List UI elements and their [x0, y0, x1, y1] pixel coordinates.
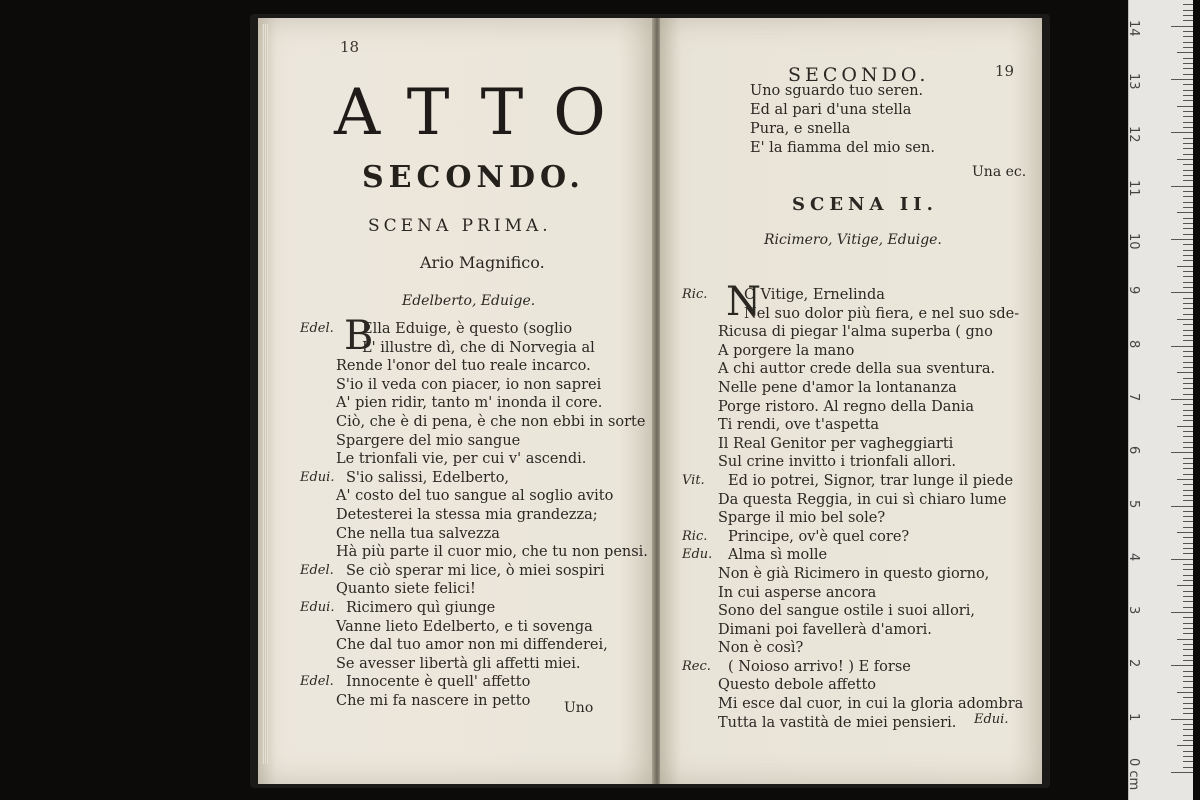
- ruler-tick: [1177, 426, 1193, 427]
- ruler-tick: [1171, 506, 1193, 507]
- line-text: A' pien ridir, tanto m' inonda il core.: [336, 395, 603, 412]
- ruler-tick: [1183, 287, 1193, 288]
- ruler-tick: [1183, 644, 1193, 645]
- ruler-tick: [1183, 660, 1193, 661]
- ruler-tick: [1183, 708, 1193, 709]
- line-text: S'io il veda con piacer, io non saprei: [336, 376, 602, 393]
- line-text: Spargere del mio sangue: [336, 432, 521, 449]
- speaker-label: Ric.: [682, 528, 708, 544]
- ruler-tick: [1183, 420, 1193, 421]
- ruler-tick: [1183, 703, 1193, 704]
- dialogue-line: [682, 472, 1038, 491]
- dialogue-line: [688, 509, 1038, 528]
- ruler-tick: [1183, 340, 1193, 341]
- ruler-tick: [1183, 521, 1193, 522]
- ruler-tick: [1183, 655, 1193, 656]
- dialogue-line: [306, 692, 656, 711]
- ruler-tick: [1183, 713, 1193, 714]
- verse-block: [750, 82, 935, 158]
- ruler-number: 7: [1126, 392, 1141, 402]
- line-text: In cui asperse ancora: [718, 584, 877, 601]
- ruler-tick: [1171, 132, 1193, 133]
- ruler-tick: [1171, 719, 1193, 720]
- dialogue-line: [688, 416, 1038, 435]
- drop-cap: N: [726, 279, 761, 325]
- ruler-tick: [1183, 191, 1193, 192]
- dialogue-line: [682, 528, 1038, 547]
- ruler-tick: [1171, 612, 1193, 613]
- line-text: Vanne lieto Edelberto, e ti sovenga: [336, 618, 593, 635]
- line-text: Tutta la vastità de miei pensieri.: [718, 714, 957, 731]
- dialogue-line: [688, 342, 1038, 361]
- measurement-ruler: [1128, 0, 1193, 800]
- verse-line: Uno sguardo tuo seren.: [750, 83, 924, 99]
- ruler-tick: [1183, 676, 1193, 677]
- ruler-tick: [1183, 474, 1193, 475]
- line-text: Mi esce dal cuor, in cui la gloria adombra: [718, 696, 1024, 713]
- ruler-tick: [1183, 367, 1193, 368]
- ruler-tick: [1183, 271, 1193, 272]
- ruler-tick: [1183, 143, 1193, 144]
- ruler-tick: [1183, 276, 1193, 277]
- ruler-tick: [1183, 687, 1193, 688]
- ruler-tick: [1183, 735, 1193, 736]
- line-text: Che nella tua salvezza: [336, 525, 500, 542]
- ruler-tick: [1183, 116, 1193, 117]
- ruler-tick: [1183, 569, 1193, 570]
- ruler-number: 8: [1126, 339, 1141, 348]
- ruler-tick: [1183, 170, 1193, 171]
- ruler-tick: [1183, 250, 1193, 251]
- dialogue-line: [688, 491, 1038, 510]
- ruler-tick: [1171, 292, 1193, 293]
- ruler-tick: [1183, 138, 1193, 139]
- line-text: Porge ristoro. Al regno della Dania: [718, 398, 974, 415]
- dialogue-line: [306, 394, 656, 413]
- ruler-tick: [1183, 244, 1193, 245]
- ruler-tick: [1171, 346, 1193, 347]
- dialogue-line: [688, 323, 1038, 342]
- line-text: Innocente è quell' affetto: [346, 674, 531, 691]
- ruler-tick: [1183, 378, 1193, 379]
- dialogue-line: [688, 584, 1038, 603]
- line-text: Detesterei la stessa mia grandezza;: [336, 506, 598, 523]
- speaker-label: Edu.: [682, 547, 713, 563]
- dialogue-line: [688, 360, 1038, 379]
- line-text: Ricimero quì giunge: [346, 599, 496, 616]
- dialogue-line: [688, 379, 1038, 398]
- verse-line: E' la fiamma del mio sen.: [750, 140, 935, 156]
- ruler-tick: [1183, 362, 1193, 363]
- ruler-tick: [1183, 95, 1193, 96]
- ruler-tick: [1183, 154, 1193, 155]
- ruler-tick: [1177, 479, 1193, 480]
- ruler-tick: [1183, 228, 1193, 229]
- catchword: Edui.: [974, 712, 1009, 727]
- ruler-tick: [1183, 607, 1193, 608]
- ruler-tick: [1177, 372, 1193, 373]
- line-text: Sparge il mio bel sole?: [718, 510, 886, 527]
- ruler-tick: [1177, 532, 1193, 533]
- dialogue-line: [300, 599, 656, 618]
- ruler-tick: [1183, 356, 1193, 357]
- ruler-tick: [1183, 308, 1193, 309]
- ruler-tick: [1183, 724, 1193, 725]
- ruler-tick: [1183, 553, 1193, 554]
- ruler-tick: [1183, 543, 1193, 544]
- verse-line: Ed al pari d'una stella: [750, 102, 912, 118]
- ruler-tick: [1183, 751, 1193, 752]
- line-text: Ricusa di piegar l'alma superba ( gno: [718, 324, 993, 341]
- ruler-tick: [1183, 298, 1193, 299]
- ruler-tick: [1171, 79, 1193, 80]
- ruler-tick: [1183, 394, 1193, 395]
- character-line: Ario Magnifico.: [420, 253, 545, 272]
- catchword: Uno: [564, 700, 594, 716]
- ruler-tick: [1183, 122, 1193, 123]
- line-text: Le trionfali vie, per cui v' ascendi.: [336, 451, 587, 468]
- line-text: Principe, ov'è quel core?: [728, 528, 910, 545]
- ruler-tick: [1183, 164, 1193, 165]
- ruler-tick: [1183, 463, 1193, 464]
- ruler-tick: [1183, 671, 1193, 672]
- ruler-tick: [1183, 218, 1193, 219]
- ruler-tick: [1183, 234, 1193, 235]
- ruler-number: 11: [1126, 179, 1141, 197]
- ruler-tick: [1183, 490, 1193, 491]
- dialogue-line: [688, 621, 1038, 640]
- line-text: O Vitige, Ernelinda: [744, 287, 885, 303]
- ruler-tick: [1183, 516, 1193, 517]
- line-text: Nelle pene d'amor la lontananza: [718, 379, 957, 396]
- ruler-tick: [1171, 186, 1193, 187]
- ruler-tick: [1183, 564, 1193, 565]
- speaker-label: Ric.: [682, 287, 708, 302]
- ruler-tick: [1183, 175, 1193, 176]
- ruler-tick: [1183, 436, 1193, 437]
- ruler-tick: [1177, 212, 1193, 213]
- ruler-tick: [1183, 388, 1193, 389]
- line-text: A porgere la mano: [718, 342, 855, 359]
- ruler-number: 9: [1126, 286, 1141, 295]
- ruler-tick: [1183, 68, 1193, 69]
- speaker-label: Edel.: [300, 321, 334, 336]
- drop-cap: B: [344, 313, 374, 359]
- ruler-tick: [1183, 591, 1193, 592]
- ruler-tick: [1183, 548, 1193, 549]
- ruler-number: 3: [1126, 606, 1141, 615]
- ruler-number: 2: [1126, 659, 1141, 668]
- dialogue-line: [306, 487, 656, 506]
- ruler-tick: [1183, 148, 1193, 149]
- dialogue-line: [306, 432, 656, 451]
- line-text: Non è così?: [718, 640, 804, 657]
- line-text: Il Real Genitor per vagheggiarti: [718, 435, 954, 452]
- dialogue-line: [688, 435, 1038, 454]
- ruler-tick: [1177, 159, 1193, 160]
- ruler-tick: [1183, 36, 1193, 37]
- ruler-tick: [1183, 458, 1193, 459]
- ruler-tick: [1183, 10, 1193, 11]
- ruler-tick: [1183, 196, 1193, 197]
- ruler-tick: [1183, 649, 1193, 650]
- ruler-tick: [1177, 319, 1193, 320]
- ruler-tick: [1183, 58, 1193, 59]
- ruler-tick: [1183, 4, 1193, 5]
- line-text: Che mi fa nascere in petto: [336, 692, 531, 709]
- line-text: Nel suo dolor più fiera, e nel suo sde-: [744, 305, 1020, 322]
- ruler-tick: [1183, 761, 1193, 762]
- ruler-tick: [1177, 52, 1193, 53]
- dialogue-line: [306, 357, 656, 376]
- characters-list: Edelberto, Eduige.: [402, 293, 536, 309]
- ruler-tick: [1183, 527, 1193, 528]
- line-text: Ed io potrei, Signor, trar lunge il piede: [728, 472, 1014, 489]
- ruler-tick: [1183, 260, 1193, 261]
- page-number: 19: [994, 62, 1014, 80]
- line-text: Da questa Reggia, in cui sì chiaro lume: [718, 491, 1007, 508]
- dialogue-line: [688, 639, 1038, 658]
- dialogue-block: [300, 313, 656, 710]
- ruler-tick: [1171, 772, 1193, 773]
- ruler-tick: [1171, 452, 1193, 453]
- ruler-number: 13: [1126, 73, 1141, 90]
- ruler-tick: [1183, 623, 1193, 624]
- ruler-tick: [1183, 63, 1193, 64]
- ruler-tick: [1183, 495, 1193, 496]
- line-text: Sul crine invitto i trionfali allori.: [718, 454, 956, 471]
- ruler-tick: [1183, 500, 1193, 501]
- dialogue-line: [306, 506, 656, 525]
- ruler-tick: [1183, 335, 1193, 336]
- dialogue-line: [300, 469, 656, 488]
- page-edges: [262, 24, 268, 764]
- running-head: SECONDO.: [788, 64, 930, 86]
- ruler-number: 4: [1126, 552, 1141, 562]
- dialogue-line: [682, 546, 1038, 565]
- ruler-tick: [1183, 415, 1193, 416]
- ruler-tick: [1183, 100, 1193, 101]
- ruler-tick: [1183, 324, 1193, 325]
- ruler-tick: [1183, 580, 1193, 581]
- ruler-number: 5: [1126, 499, 1141, 508]
- line-text: Questo debole affetto: [718, 677, 877, 694]
- ruler-tick: [1177, 106, 1193, 107]
- ruler-tick: [1183, 84, 1193, 85]
- ruler-tick: [1171, 399, 1193, 400]
- ruler-tick: [1183, 383, 1193, 384]
- ruler-tick: [1177, 692, 1193, 693]
- dialogue-line: [306, 525, 656, 544]
- dialogue-line: [306, 580, 656, 599]
- ruler-tick: [1183, 351, 1193, 352]
- ruler-tick: [1171, 239, 1193, 240]
- dialogue-line: [688, 676, 1038, 695]
- act-subheading: SECONDO.: [362, 160, 585, 195]
- ruler-tick: [1183, 314, 1193, 315]
- speaker-label: Edel.: [300, 674, 334, 690]
- ruler-tick: [1183, 20, 1193, 21]
- ruler-tick: [1183, 767, 1193, 768]
- dialogue-line: [306, 450, 656, 469]
- ruler-tick: [1183, 330, 1193, 331]
- scene-heading: SCENA PRIMA.: [368, 216, 552, 236]
- line-text: Se ciò sperar mi lice, ò miei sospiri: [346, 562, 605, 579]
- left-page: [258, 18, 654, 784]
- ruler-tick: [1183, 31, 1193, 32]
- ruler-tick: [1177, 745, 1193, 746]
- ruler-tick: [1183, 202, 1193, 203]
- ruler-tick: [1183, 255, 1193, 256]
- ruler-tick: [1183, 617, 1193, 618]
- ruler-number: 10: [1126, 233, 1141, 250]
- ruler-tick: [1183, 180, 1193, 181]
- speaker-label: Edel.: [300, 562, 334, 578]
- ruler-tick: [1183, 697, 1193, 698]
- ruler-tick: [1183, 90, 1193, 91]
- dialogue-block: [682, 279, 1038, 732]
- ruler-number: 1: [1126, 712, 1141, 721]
- line-text: A chi auttor crede della sua sventura.: [718, 361, 996, 378]
- act-heading: ATTO: [334, 76, 636, 150]
- line-text: Alma sì molle: [728, 547, 828, 564]
- ruler-tick: [1183, 303, 1193, 304]
- dialogue-line: [688, 695, 1038, 714]
- dialogue-line: [688, 453, 1038, 472]
- dialogue-line: [688, 398, 1038, 417]
- speaker-label: Edui.: [300, 469, 335, 485]
- line-text: Che dal tuo amor non mi diffenderei,: [336, 637, 608, 654]
- ruler-tick: [1183, 596, 1193, 597]
- ruler-tick: [1183, 431, 1193, 432]
- ruler-tick: [1183, 537, 1193, 538]
- line-text: Non è già Ricimero in questo giorno,: [718, 565, 990, 582]
- right-page: [660, 18, 1042, 784]
- line-text: Sono del sangue ostile i suoi allori,: [718, 603, 975, 620]
- speaker-label: Edui.: [300, 599, 335, 615]
- dialogue-line: [306, 376, 656, 395]
- line-text: Rende l'onor del tuo reale incarco.: [336, 358, 591, 375]
- line-text: Ciò, che è di pena, è che non ebbi in sorte: [336, 413, 646, 430]
- ruler-tick: [1183, 484, 1193, 485]
- dialogue-line: [688, 602, 1038, 621]
- ruler-tick: [1183, 410, 1193, 411]
- line-text: Ti rendi, ove t'aspetta: [718, 417, 880, 434]
- ruler-tick: [1171, 665, 1193, 666]
- ruler-tick: [1183, 681, 1193, 682]
- ruler-tick: [1183, 404, 1193, 405]
- line-text: Hà più parte il cuor mio, che tu non pensi.: [336, 544, 648, 561]
- ruler-tick: [1183, 207, 1193, 208]
- ruler-tick: [1183, 628, 1193, 629]
- ruler-tick: [1183, 756, 1193, 757]
- dialogue-line: [300, 562, 656, 581]
- line-text: S'io salissi, Edelberto,: [346, 469, 510, 486]
- scene-heading: SCENA II.: [792, 194, 938, 215]
- ruler-tick: [1183, 42, 1193, 43]
- page-number: 18: [340, 38, 360, 56]
- speaker-label: Rec.: [682, 658, 711, 674]
- speaker-label: Vit.: [682, 472, 705, 488]
- ruler-tick: [1183, 111, 1193, 112]
- verse-line: Pura, e snella: [750, 121, 851, 137]
- line-text: ( Noioso arrivo! ) E forse: [728, 658, 911, 675]
- ruler-tick: [1183, 729, 1193, 730]
- ruler-tick: [1177, 639, 1193, 640]
- ruler-tick: [1183, 511, 1193, 512]
- ruler-tick: [1183, 740, 1193, 741]
- dialogue-line: [306, 636, 656, 655]
- line-text: Se avesser libertà gli affetti miei.: [336, 655, 581, 672]
- ruler-tick: [1183, 223, 1193, 224]
- line-text: A' costo del tuo sangue al soglio avito: [336, 488, 614, 505]
- ruler-tick: [1183, 601, 1193, 602]
- ruler-tick: [1171, 26, 1193, 27]
- dialogue-line: [682, 658, 1038, 677]
- ruler-tick: [1183, 447, 1193, 448]
- ruler-tick: [1171, 559, 1193, 560]
- ruler-tick: [1177, 266, 1193, 267]
- ruler-tick: [1183, 575, 1193, 576]
- line-text: Quanto siete felici!: [336, 581, 476, 598]
- ruler-tick: [1177, 585, 1193, 586]
- line-text: Ella Eduige, è questo (soglio: [362, 321, 573, 337]
- ruler-tick: [1183, 127, 1193, 128]
- dialogue-line: [306, 413, 656, 432]
- ruler-number: 6: [1126, 446, 1141, 455]
- ruler-tick: [1183, 282, 1193, 283]
- ruler-tick: [1183, 442, 1193, 443]
- ruler-number: 14: [1126, 19, 1141, 37]
- characters-list: Ricimero, Vitige, Eduige.: [764, 232, 942, 248]
- ruler-unit-label: 0 cm: [1126, 758, 1141, 791]
- line-text: Dimani poi favellerà d'amori.: [718, 621, 932, 638]
- ruler-tick: [1183, 633, 1193, 634]
- dialogue-line: [306, 543, 656, 562]
- dialogue-line: [300, 673, 656, 692]
- ruler-tick: [1183, 468, 1193, 469]
- ruler-tick: [1183, 47, 1193, 48]
- ruler-tick: [1183, 15, 1193, 16]
- ruler-number: 12: [1126, 126, 1141, 143]
- dialogue-line: [688, 565, 1038, 584]
- dialogue-line: [306, 655, 656, 674]
- refrain-marker: Una ec.: [972, 164, 1027, 180]
- line-text: L' illustre dì, che di Norvegia al: [362, 339, 595, 356]
- dialogue-line: [306, 618, 656, 637]
- ruler-tick: [1183, 74, 1193, 75]
